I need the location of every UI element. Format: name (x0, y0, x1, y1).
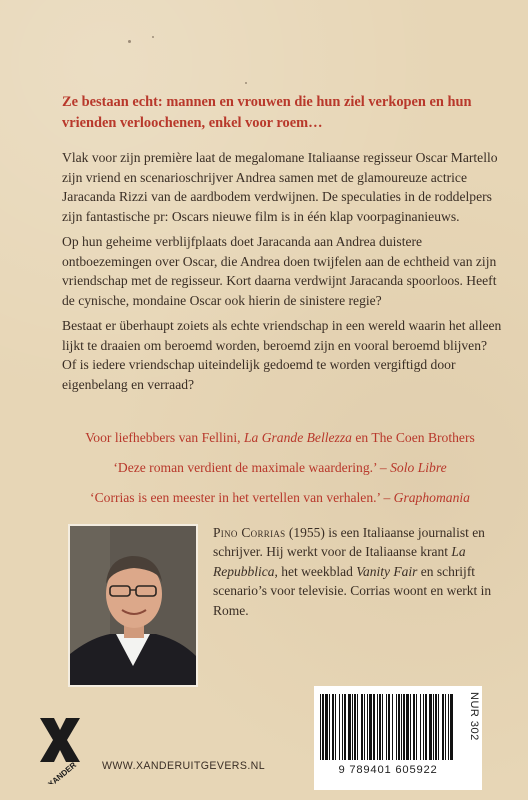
barcode-bar (416, 694, 417, 760)
tagline: Ze bestaan echt: mannen en vrouwen die hun ziel verkopen en hun vrienden verloochenen, enkel voor roem… (62, 94, 472, 131)
barcode-bar (364, 694, 365, 760)
quote-source: Solo Libre (390, 460, 447, 475)
barcode-bar (445, 694, 446, 760)
barcode-bar (450, 694, 453, 760)
quote-text: ‘Corrias is een meester in het vertellen van verhalen.’ – (90, 490, 394, 505)
author-photo (68, 524, 198, 687)
barcode-bar (335, 694, 336, 760)
barcode-bars (318, 694, 458, 762)
barcode-bar (403, 694, 405, 760)
barcode-bar (429, 694, 432, 760)
barcode-bar (401, 694, 402, 760)
nur-code: NUR 302 (468, 692, 480, 741)
barcode-bar (332, 694, 334, 760)
quote-title: La Grande Bellezza (243, 430, 352, 445)
barcode-bar (433, 694, 434, 760)
speck (152, 36, 154, 38)
quote-text: en The Coen Brothers (351, 430, 475, 445)
barcode-bar (392, 694, 393, 760)
author-bio (213, 523, 503, 620)
barcode-bar (367, 694, 368, 760)
description-paragraph-3: Bestaat er überhaupt zoiets als echte vriendschap in een wereld waarin het alleen lijkt te draaien om beroemd worden, beroemd zijn en vooral beroemd blijven? Of is iedere vriendschap uiteindelijk gedoemd te worden vergiftigd door eigenbelang en verraad? (62, 318, 502, 392)
barcode-bar (369, 694, 372, 760)
barcode-bar (388, 694, 390, 760)
barcode-bar (352, 694, 353, 760)
speck (128, 40, 131, 43)
barcode-bar (382, 694, 383, 760)
quote-text: ‘Deze roman verdient de maximale waardering.’ – (113, 460, 391, 475)
barcode-bar (354, 694, 356, 760)
magazine-name: Vanity Fair (356, 563, 418, 579)
barcode-bar (339, 694, 340, 760)
barcode-bar (357, 694, 358, 760)
barcode-bar (373, 694, 375, 760)
author-name: Pino Corrias (213, 525, 286, 540)
barcode-bar (442, 694, 444, 760)
publisher-website: WWW.XANDERUITGEVERS.NL (102, 760, 266, 772)
bio-text: en schrijft scenario’s voor televisie. Corrias woont en werkt in Rome. (213, 563, 492, 618)
quote-source: Graphomania (393, 490, 470, 505)
barcode-bar (413, 694, 415, 760)
barcode-bar (398, 694, 400, 760)
barcode-bar (329, 694, 330, 760)
description-paragraph-2: Op hun geheime verblijfplaats doet Jaracanda aan Andrea duistere ontboezemingen over Oscar, die Andrea doen twijfelen aan de echtheid van zijn vriendschap met de regisseur. Kort daarna verdwijnt Jaracanda spoorloos. Heeft de cynische, mondaine Oscar ook hierin de sinistere regie? (62, 234, 497, 308)
review-quote-3 (60, 489, 500, 507)
barcode-bar (423, 694, 424, 760)
description-paragraph-1: Vlak voor zijn première laat de megalomane Italiaanse regisseur Oscar Martello zijn vriend en scenarioschrijver Andrea samen met de glamoureuze actrice Jaracanda Rizzi van de aardbodem verdwijnen. De speculaties in de roddelpers zijn fantastische pr: Oscars nieuwe film is in één klap voorpaginanieuws. (62, 150, 498, 224)
barcode-bar (379, 694, 381, 760)
barcode-bar (386, 694, 387, 760)
review-quote-1 (60, 429, 500, 447)
isbn-number: 9 789401 605922 (338, 764, 438, 776)
barcode-bar (325, 694, 328, 760)
barcode-bar (396, 694, 397, 760)
barcode-bar (420, 694, 421, 760)
barcode-bar (425, 694, 427, 760)
quote-text: Voor liefhebbers van Fellini, (85, 430, 244, 445)
barcode-bar (342, 694, 343, 760)
barcode-bar (348, 694, 351, 760)
newspaper-name: La Repubblica (213, 544, 466, 579)
bio-text: , het weekblad (274, 563, 357, 579)
xander-logo (36, 714, 84, 784)
barcode-bar (438, 694, 439, 760)
barcode-bar (448, 694, 449, 760)
logo-wordmark: XANDER (46, 760, 79, 784)
barcode-bar (406, 694, 409, 760)
barcode-bar (320, 694, 321, 760)
barcode-bar (377, 694, 378, 760)
barcode (314, 686, 482, 790)
barcode-bar (410, 694, 411, 760)
speck (245, 82, 247, 84)
review-quote-2 (60, 459, 500, 477)
barcode-bar (361, 694, 363, 760)
bio-text: (1955) is een Italiaanse journalist en schrijver. Hij werkt voor de Italiaanse krant (213, 525, 485, 560)
barcode-bar (435, 694, 437, 760)
barcode-bar (322, 694, 324, 760)
barcode-bar (344, 694, 346, 760)
